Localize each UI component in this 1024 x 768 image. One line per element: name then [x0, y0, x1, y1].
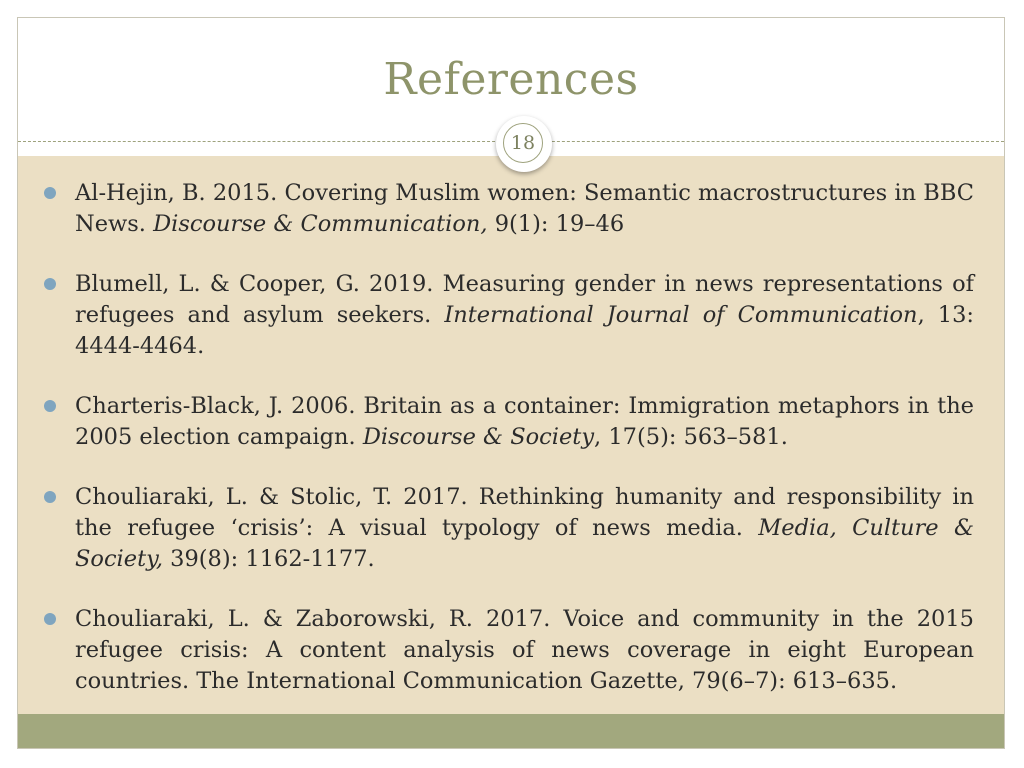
bullet-dot-icon — [44, 187, 56, 199]
slide — [17, 17, 1005, 749]
bullet-dot-icon — [44, 278, 56, 290]
page-number: 18 — [503, 123, 543, 163]
reference-journal: Media, Culture & Society, — [75, 515, 974, 572]
reference-item — [18, 391, 1004, 453]
reference-journal: International Journal of Communication — [444, 302, 918, 328]
reference-item — [18, 482, 1004, 575]
reference-details: 39(8): 1162-1177. — [163, 546, 375, 572]
reference-text: Al-Hejin, B. 2015. Covering Muslim women: Semantic macrostructures in BBC News. — [75, 180, 974, 237]
reference-item — [18, 604, 1004, 697]
reference-text: Chouliaraki, L. & Zaborowski, R. 2017. Voice and community in the 2015 refugee crisis: A content analysis of news coverage in eight European countries. The International Communication Gazette, 79(6–7): 613–635. — [75, 606, 974, 694]
footer-bar — [18, 714, 1004, 748]
reference-details: 9(1): 19–46 — [487, 211, 625, 237]
reference-text: Charteris-Black, J. 2006. Britain as a container: Immigration metaphors in the 2005 election campaign. — [75, 393, 974, 450]
reference-text: Blumell, L. & Cooper, G. 2019. Measuring gender in news representations of refugees and asylum seekers. — [75, 271, 974, 328]
page-number-badge — [496, 116, 552, 172]
bullet-dot-icon — [44, 400, 56, 412]
bullet-dot-icon — [44, 613, 56, 625]
reference-journal: Discourse & Communication, — [153, 211, 488, 237]
bullet-dot-icon — [44, 491, 56, 503]
slide-title: References — [383, 54, 639, 105]
reference-details: , 17(5): 563–581. — [594, 424, 788, 450]
reference-journal: Discourse & Society — [362, 424, 595, 450]
reference-item — [18, 269, 1004, 362]
reference-text: Chouliaraki, L. & Stolic, T. 2017. Rethinking humanity and responsibility in the refugee ‘crisis’: A visual typology of news media. — [75, 484, 974, 541]
reference-item — [18, 178, 1004, 240]
reference-details: , 13: 4444-4464. — [75, 302, 974, 359]
reference-list — [18, 178, 1004, 726]
